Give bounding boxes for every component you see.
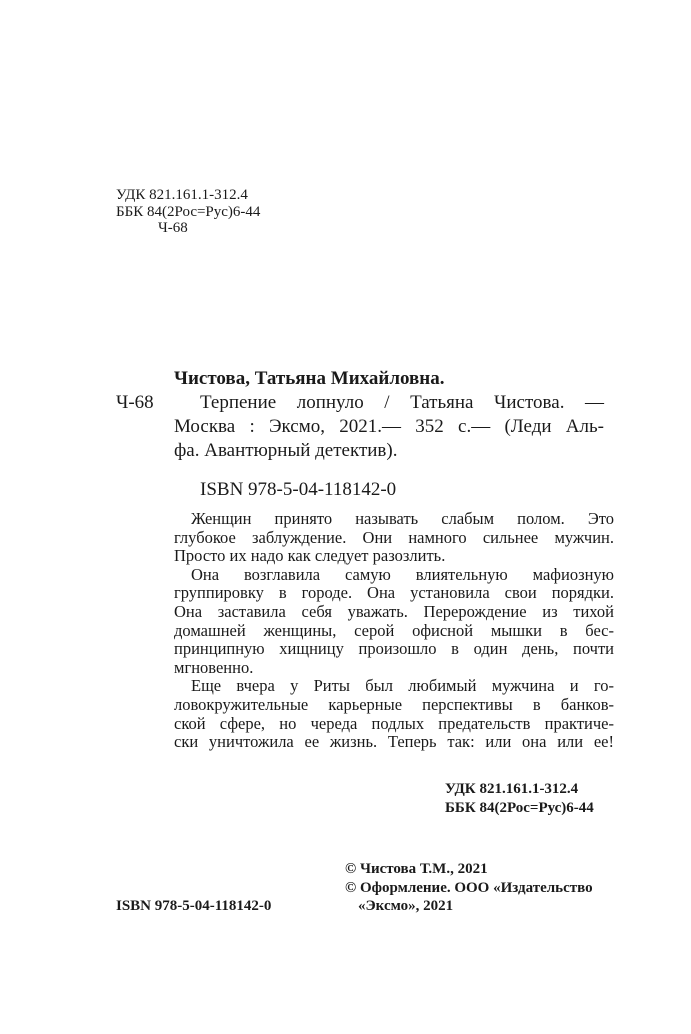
annotation-line: группировку в городе. Она установила свои порядки. xyxy=(174,583,614,603)
bottom-udk: УДК 821.161.1-312.4 xyxy=(445,781,579,797)
footer-isbn: ISBN 978-5-04-118142-0 xyxy=(116,898,272,914)
record-cutter: Ч-68 xyxy=(116,392,154,413)
annotation-line: Женщин принято называть слабым полом. Это xyxy=(191,509,614,528)
annotation-line: ски уничтожила ее жизнь. Теперь так: или она или ее! xyxy=(174,732,614,752)
annotation xyxy=(174,510,614,752)
copyright-publisher: «Эксмо», 2021 xyxy=(358,898,454,914)
author-heading: Чистова, Татьяна Михайловна. xyxy=(174,368,445,389)
annotation-line: Она возглавила самую влиятельную мафиозную xyxy=(191,564,614,584)
annotation-line: домашней женщины, серой офисной мышки в бес- xyxy=(174,620,614,640)
title-line-1: Терпение лопнуло / Татьяна Чистова. — xyxy=(200,392,604,413)
copyright-design: © Оформление. ООО «Издательство xyxy=(345,880,593,896)
annotation-line: Она заставила себя уважать. Перерождение из тихой xyxy=(174,601,614,621)
annotation-line: ловокружительные карьерные перспективы в банков- xyxy=(174,694,614,714)
title-line-3: фа. Авантюрный детектив). xyxy=(174,440,398,461)
annotation-line: мгновенно. xyxy=(174,657,254,677)
annotation-line: глубокое заблуждение. Они намного сильнее мужчин. xyxy=(174,527,614,547)
annotation-line: Еще вчера у Риты был любимый мужчина и го- xyxy=(191,676,614,696)
annotation-line: принципную хищницу произошло в один день, почти xyxy=(174,639,614,659)
top-udk: УДК 821.161.1-312.4 xyxy=(116,187,248,203)
top-bbk: ББК 84(2Рос=Рус)6-44 xyxy=(116,204,261,220)
annotation-line: Просто их надо как следует разозлить. xyxy=(174,546,446,566)
copyright-author: © Чистова Т.М., 2021 xyxy=(345,861,488,877)
annotation-line: ской сфере, но череда подлых предательств практиче- xyxy=(174,713,614,733)
title-line-2: Москва : Эксмо, 2021.— 352 с.— (Леди Аль- xyxy=(174,416,604,437)
top-cutter: Ч-68 xyxy=(158,220,188,236)
bottom-bbk: ББК 84(2Рос=Рус)6-44 xyxy=(445,800,594,816)
record-isbn: ISBN 978-5-04-118142-0 xyxy=(200,479,397,500)
